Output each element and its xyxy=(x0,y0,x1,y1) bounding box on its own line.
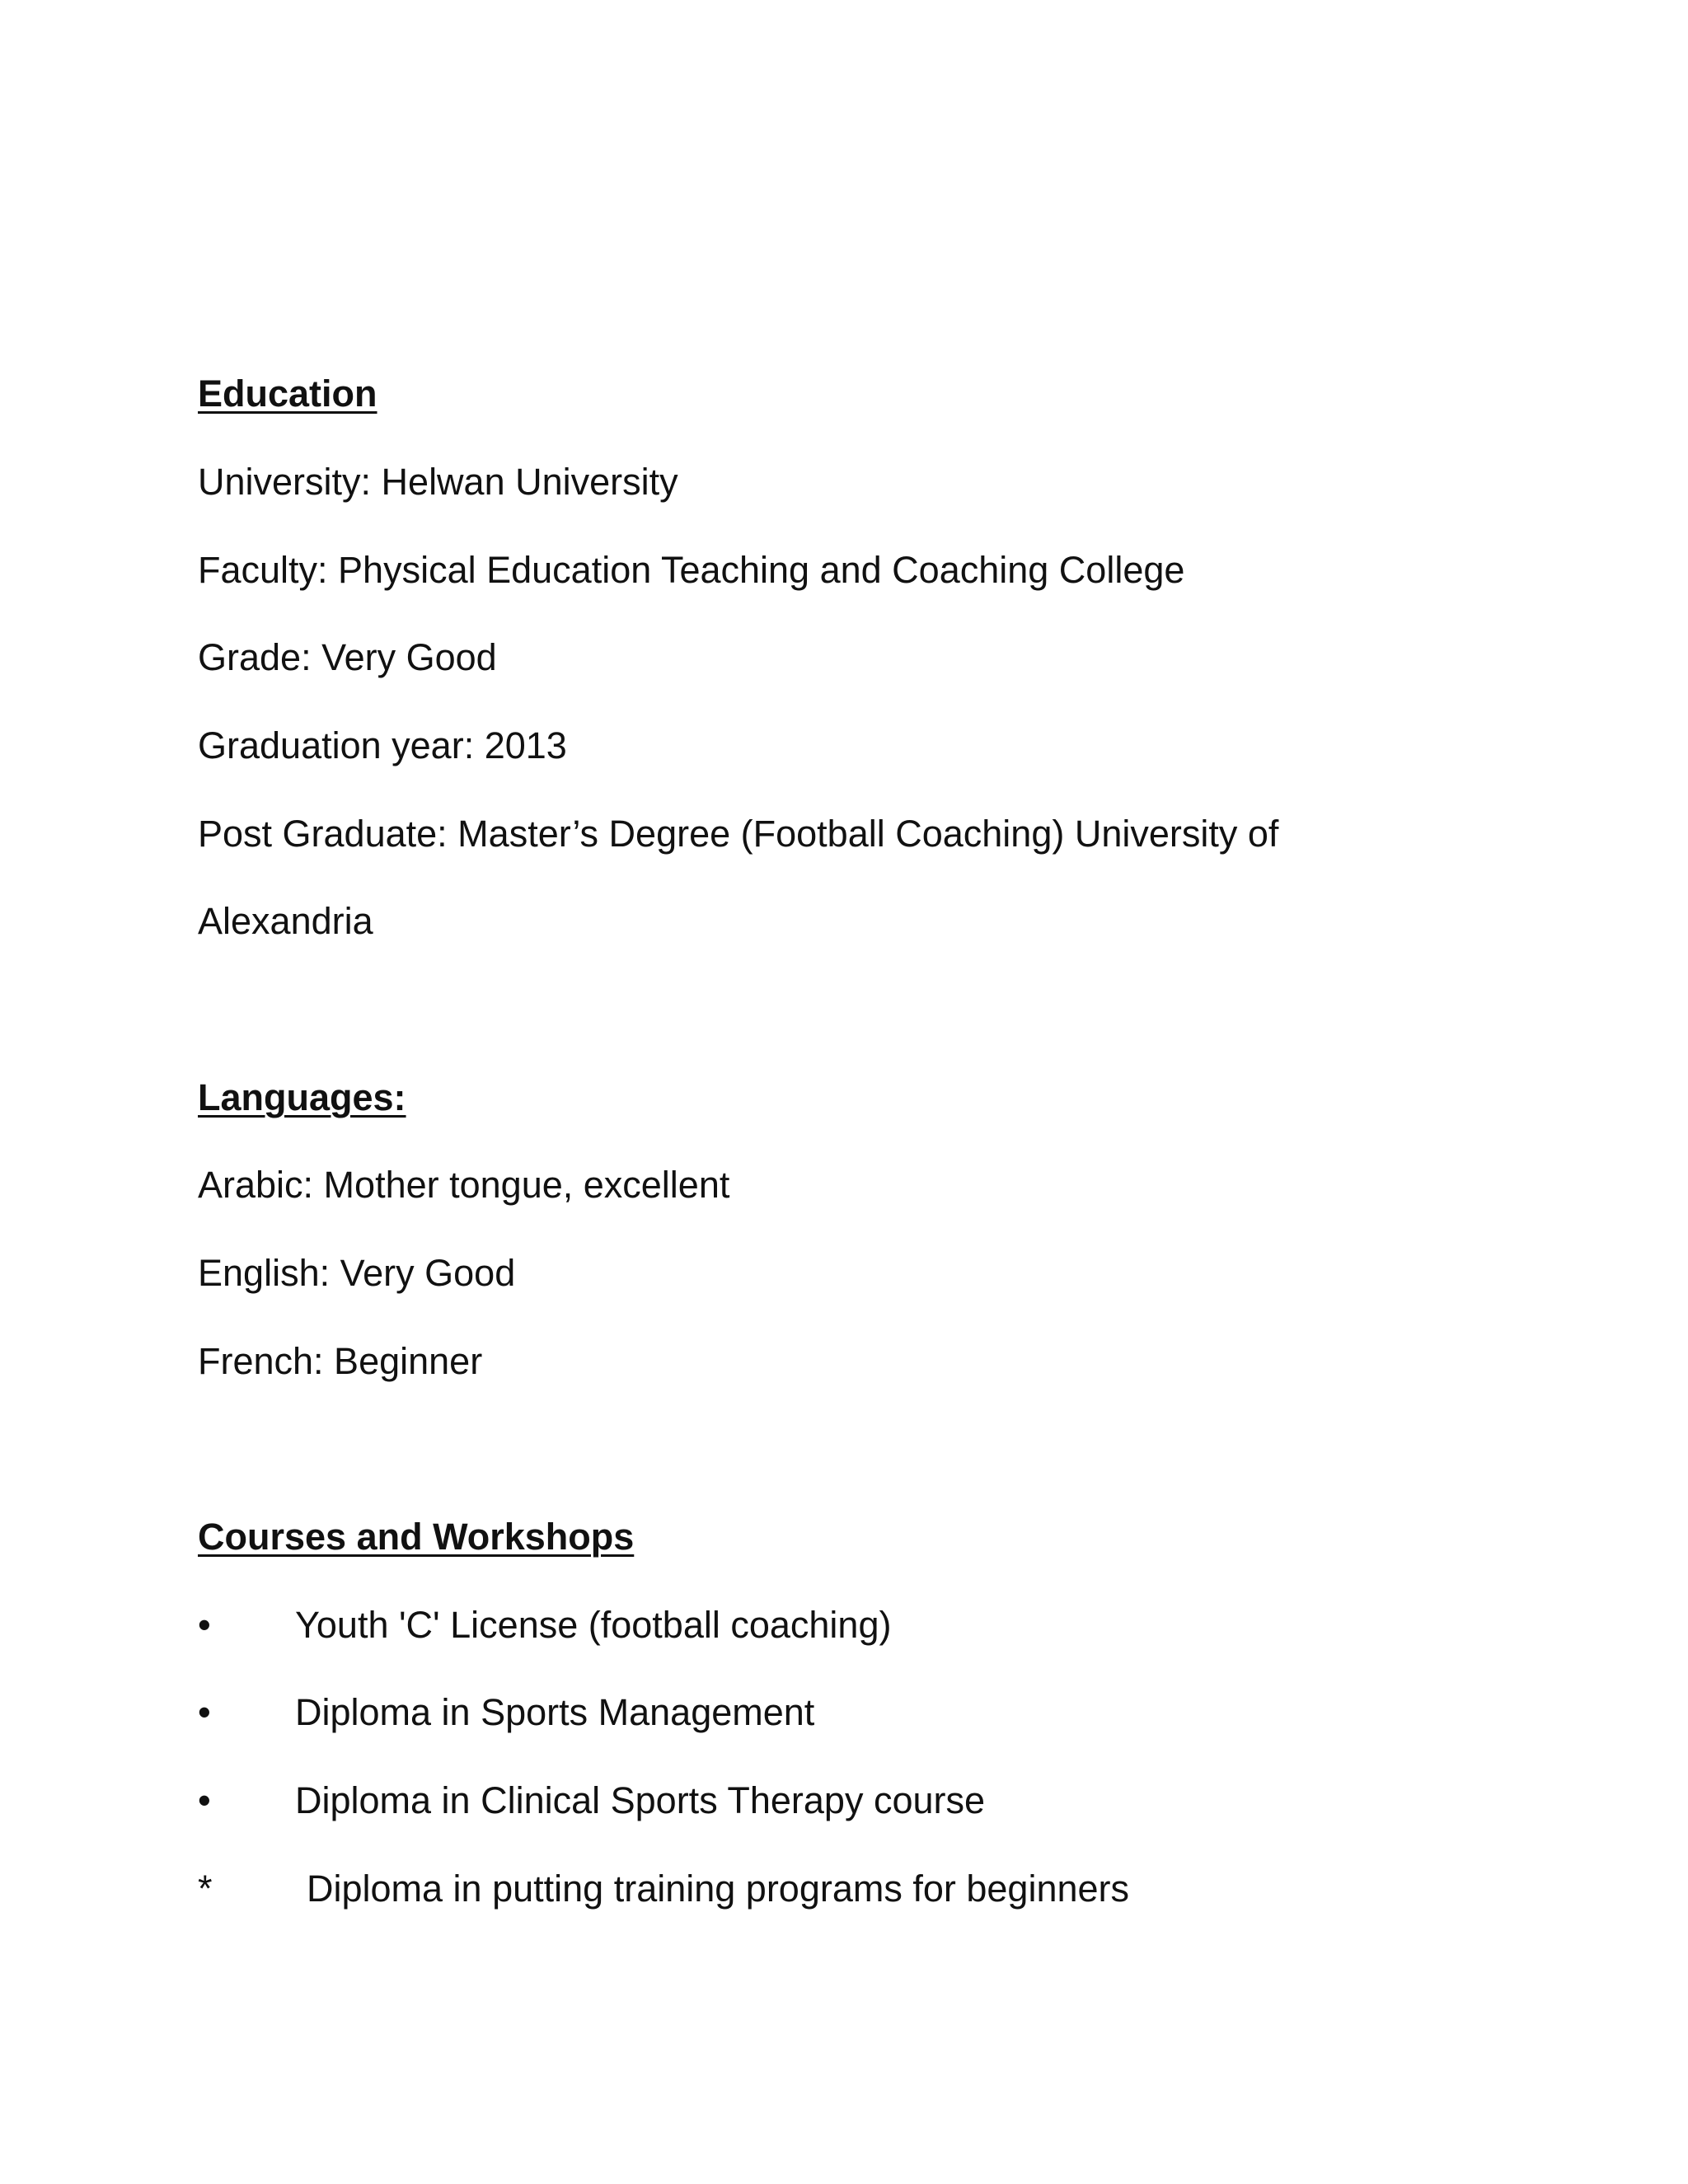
bullet-marker: • xyxy=(198,1691,211,1733)
education-heading: Education xyxy=(198,373,377,415)
education-faculty: Faculty: Physical Education Teaching and Coaching College xyxy=(198,549,1185,591)
language-french: French: Beginner xyxy=(198,1340,483,1382)
language-arabic: Arabic: Mother tongue, excellent xyxy=(198,1164,730,1206)
language-english: English: Very Good xyxy=(198,1252,516,1294)
education-post-graduate-continued: Alexandria xyxy=(198,900,373,942)
education-university: University: Helwan University xyxy=(198,461,678,503)
languages-heading: Languages: xyxy=(198,1076,406,1118)
course-item-text: Diploma in Sports Management xyxy=(295,1691,815,1733)
bullet-marker: • xyxy=(198,1779,211,1821)
bullet-marker: • xyxy=(198,1604,211,1646)
education-graduation-year: Graduation year: 2013 xyxy=(198,724,567,766)
education-post-graduate: Post Graduate: Master’s Degree (Football Coaching) University of xyxy=(198,813,1279,855)
asterisk-marker: * xyxy=(198,1868,213,1910)
course-item-text: Diploma in putting training programs for beginners xyxy=(307,1868,1130,1910)
course-item-text: Diploma in Clinical Sports Therapy course xyxy=(295,1779,986,1821)
education-grade: Grade: Very Good xyxy=(198,636,497,678)
course-item-text: Youth 'C' License (football coaching) xyxy=(295,1604,892,1646)
courses-heading: Courses and Workshops xyxy=(198,1516,635,1558)
